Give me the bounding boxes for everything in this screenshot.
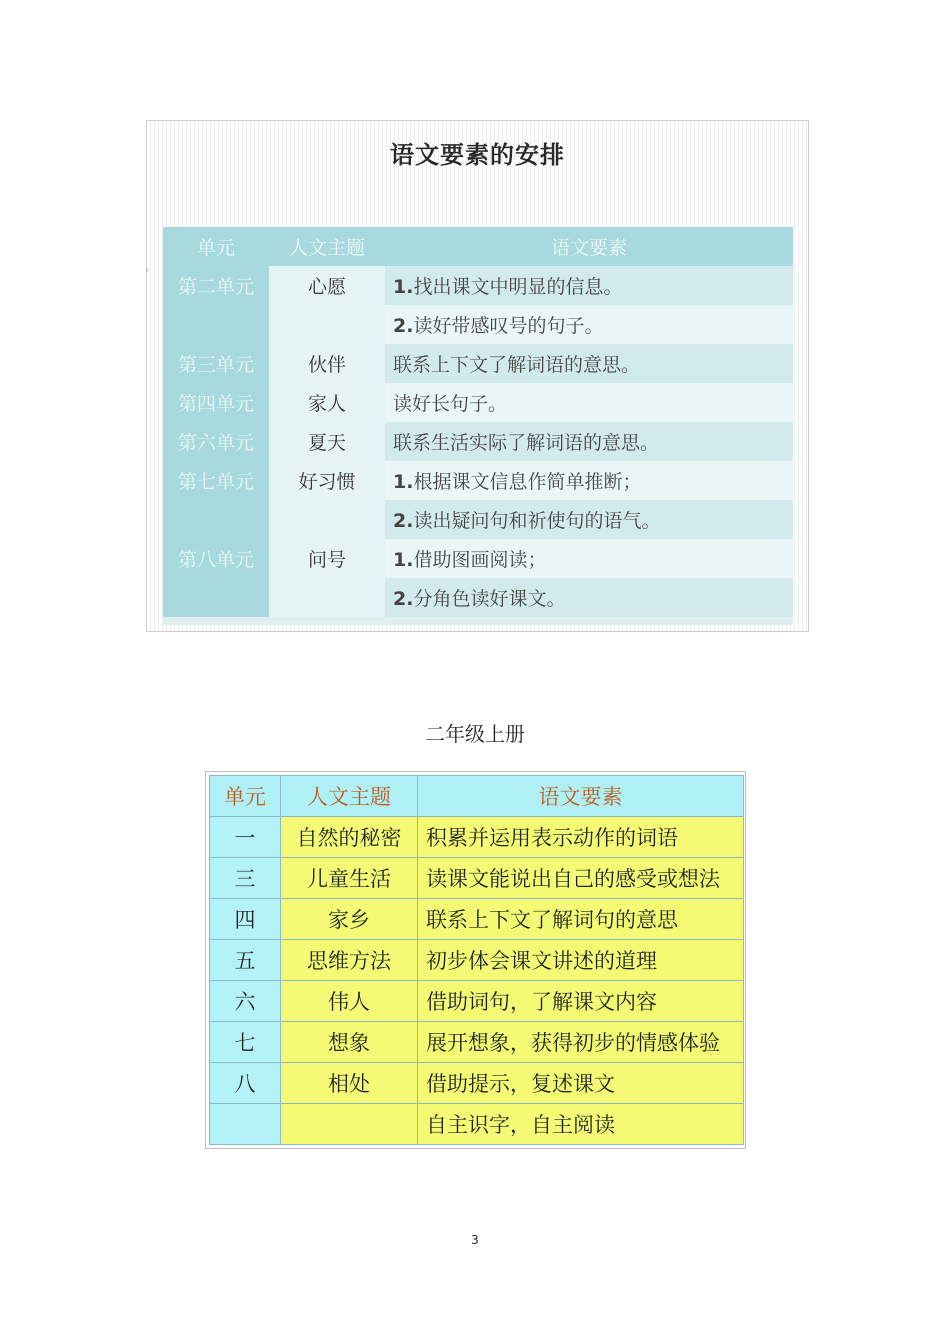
unit-cell: 第四单元 xyxy=(163,383,269,422)
theme-cell xyxy=(269,305,385,344)
item-number: 1. xyxy=(393,549,414,571)
element-cell: 展开想象，获得初步的情感体验 xyxy=(418,1022,744,1063)
element-cell xyxy=(385,578,793,617)
unit-cell xyxy=(163,578,269,617)
table-row xyxy=(163,461,793,500)
slide-title: 语文要素的安排 xyxy=(390,141,565,169)
table-row xyxy=(163,578,793,617)
theme-cell: 好习惯 xyxy=(269,461,385,500)
theme-cell: 夏天 xyxy=(269,422,385,461)
theme-cell xyxy=(269,578,385,617)
theme-cell: 想象 xyxy=(281,1022,418,1063)
table-row xyxy=(210,1104,744,1145)
theme-cell: 家人 xyxy=(269,383,385,422)
element-text: 联系上下文了解词语的意思。 xyxy=(393,354,641,376)
item-number: 2. xyxy=(393,315,414,337)
unit-cell xyxy=(163,500,269,539)
slide-footer-band xyxy=(163,617,793,625)
theme-cell: 问号 xyxy=(269,539,385,578)
slide-header-unit: 单元 xyxy=(163,227,269,266)
unit-cell: 六 xyxy=(210,981,281,1022)
table-row xyxy=(210,1063,744,1104)
unit-cell: 第七单元 xyxy=(163,461,269,500)
grade2-table-frame xyxy=(205,771,746,1149)
element-text: 根据课文信息作简单推断； xyxy=(413,471,642,493)
table-row xyxy=(163,344,793,383)
unit-cell xyxy=(210,1104,281,1145)
element-cell xyxy=(385,383,793,422)
slide-image xyxy=(146,120,809,632)
unit-cell: 第二单元 xyxy=(163,266,269,305)
item-number: 1. xyxy=(393,276,414,298)
theme-cell: 儿童生活 xyxy=(281,858,418,899)
element-cell xyxy=(385,461,793,500)
table-row xyxy=(210,899,744,940)
unit-cell: 五 xyxy=(210,940,281,981)
unit-cell xyxy=(163,305,269,344)
element-cell xyxy=(385,422,793,461)
theme-cell: 家乡 xyxy=(281,899,418,940)
element-cell xyxy=(385,266,793,305)
element-cell: 借助提示，复述课文 xyxy=(418,1063,744,1104)
table-row xyxy=(210,817,744,858)
element-text: 找出课文中明显的信息。 xyxy=(413,276,623,298)
header-unit: 单元 xyxy=(210,776,281,817)
item-number: 1. xyxy=(393,471,414,493)
unit-cell: 八 xyxy=(210,1063,281,1104)
unit-cell: 第六单元 xyxy=(163,422,269,461)
table-row xyxy=(210,940,744,981)
slide-header-theme: 人文主题 xyxy=(269,227,385,266)
theme-cell: 伙伴 xyxy=(269,344,385,383)
table-row xyxy=(210,858,744,899)
theme-cell: 心愿 xyxy=(269,266,385,305)
item-number: 2. xyxy=(393,510,414,532)
element-cell: 初步体会课文讲述的道理 xyxy=(418,940,744,981)
header-element: 语文要素 xyxy=(418,776,744,817)
theme-cell: 自然的秘密 xyxy=(281,817,418,858)
element-cell xyxy=(385,344,793,383)
element-text: 读出疑问句和祈使句的语气。 xyxy=(413,510,661,532)
unit-cell: 四 xyxy=(210,899,281,940)
slide-header-element: 语文要素 xyxy=(385,227,793,266)
element-text: 联系生活实际了解词语的意思。 xyxy=(393,432,660,454)
element-cell xyxy=(385,500,793,539)
element-text: 借助图画阅读； xyxy=(413,549,547,571)
unit-cell: 第八单元 xyxy=(163,539,269,578)
table-row xyxy=(163,305,793,344)
unit-cell: 三 xyxy=(210,858,281,899)
table-row xyxy=(210,1022,744,1063)
element-cell xyxy=(385,305,793,344)
page-number: 3 xyxy=(471,1233,479,1247)
element-text: 分角色读好课文。 xyxy=(413,588,566,610)
element-text: 读好带感叹号的句子。 xyxy=(413,315,604,337)
element-cell: 积累并运用表示动作的词语 xyxy=(418,817,744,858)
element-cell xyxy=(385,539,793,578)
theme-cell: 伟人 xyxy=(281,981,418,1022)
grade2-table xyxy=(209,775,744,1145)
element-cell: 自主识字，自主阅读 xyxy=(418,1104,744,1145)
table-row xyxy=(163,266,793,305)
table-row xyxy=(163,500,793,539)
slide-table xyxy=(163,227,793,617)
side-marker: ‹ xyxy=(145,265,149,276)
table-row xyxy=(163,539,793,578)
table-row xyxy=(210,981,744,1022)
item-number: 2. xyxy=(393,588,414,610)
theme-cell: 思维方法 xyxy=(281,940,418,981)
header-theme: 人文主题 xyxy=(281,776,418,817)
unit-cell: 第三单元 xyxy=(163,344,269,383)
element-cell: 读课文能说出自己的感受或想法 xyxy=(418,858,744,899)
unit-cell: 七 xyxy=(210,1022,281,1063)
table-row xyxy=(163,383,793,422)
unit-cell: 一 xyxy=(210,817,281,858)
theme-cell: 相处 xyxy=(281,1063,418,1104)
theme-cell xyxy=(269,500,385,539)
table-row xyxy=(163,422,793,461)
section-caption: 二年级上册 xyxy=(425,722,525,746)
element-cell: 联系上下文了解词句的意思 xyxy=(418,899,744,940)
element-text: 读好长句子。 xyxy=(393,393,508,415)
element-cell: 借助词句，了解课文内容 xyxy=(418,981,744,1022)
theme-cell xyxy=(281,1104,418,1145)
